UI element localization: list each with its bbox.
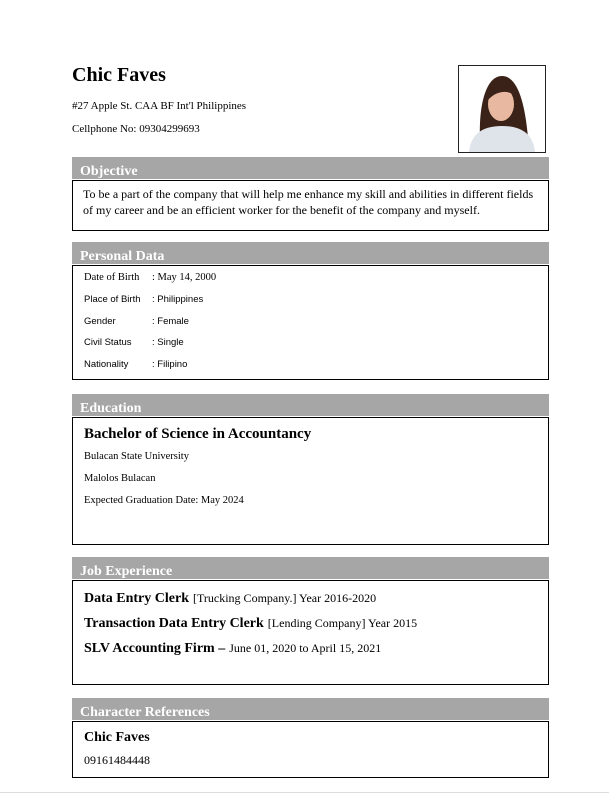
phone: Cellphone No: 09304299693 [72,123,200,135]
school-location: Malolos Bulacan [84,473,156,484]
school: Bulacan State University [84,451,189,462]
personal-data-header: Personal Data [72,242,549,264]
label: Nationality [84,359,129,371]
job-detail: [Lending Company] Year 2015 [267,616,418,630]
job-detail: June 01, 2020 to April 15, 2021 [229,641,382,655]
label: Date of Birth [84,272,140,283]
job-experience-header: Job Experience [72,557,549,579]
value: : May 14, 2000 [152,272,217,283]
education-box [72,417,549,545]
value: : Philippines [152,293,204,305]
job-item [84,589,537,614]
education-header: Education [72,394,549,416]
job-item [84,639,537,657]
value: : Single [152,337,184,349]
job-role: Data Entry Clerk [84,591,189,606]
personal-row [84,337,537,359]
profile-photo [458,65,546,153]
value: : Female [152,315,189,327]
job-role: Transaction Data Entry Clerk [84,616,264,631]
graduation-date: Expected Graduation Date: May 2024 [84,495,244,506]
job-detail: [Trucking Company.] Year 2016-2020 [193,591,377,605]
objective-text: To be a part of the company that will help me enhance my skill and abilities in different fields of my career and be an efficient worker for the benefit of the company and myself. [83,187,534,217]
job-item [84,614,537,639]
job-experience-box [72,580,549,685]
character-references-header: Character References [72,698,549,720]
applicant-name: Chic Faves [72,64,166,86]
personal-data-box [72,265,549,380]
reference-name: Chic Faves [84,730,150,745]
personal-row [84,294,537,316]
degree: Bachelor of Science in Accountancy [84,426,312,442]
personal-row [84,272,537,294]
label: Civil Status [84,337,132,349]
objective-box [72,180,549,231]
label: Gender [84,315,116,327]
objective-header: Objective [72,157,549,179]
reference-phone: 09161484448 [84,753,150,767]
job-role: SLV Accounting Firm – [84,641,226,656]
page-edge [0,792,609,793]
personal-row [84,316,537,338]
character-references-box [72,721,549,778]
address: #27 Apple St. CAA BF Int'l Philippines [72,100,247,112]
label: Place of Birth [84,293,141,305]
value: : Filipino [152,359,188,371]
personal-row [84,359,537,381]
